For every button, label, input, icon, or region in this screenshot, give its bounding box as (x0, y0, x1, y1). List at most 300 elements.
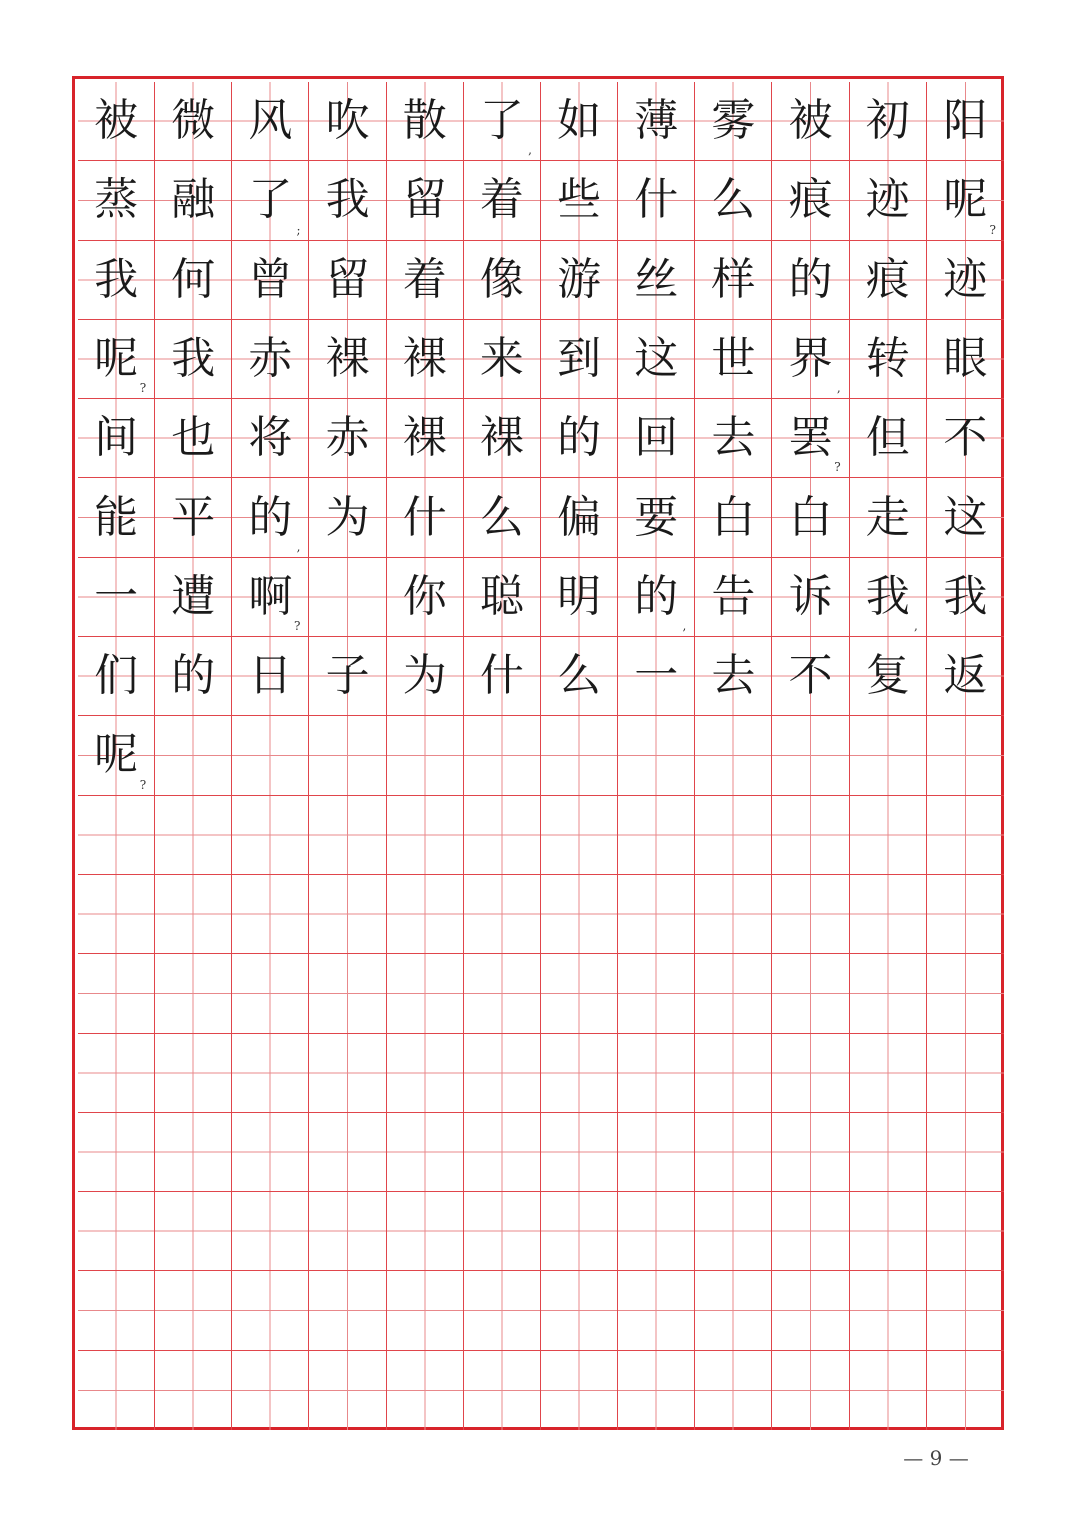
grid-cell (927, 1271, 1004, 1350)
grid-cell (695, 1034, 772, 1113)
grid-character: 着 (479, 174, 524, 226)
grid-cell (695, 161, 772, 240)
grid-cell (78, 82, 155, 161)
grid-cell (78, 320, 155, 399)
grid-character: 这 (943, 491, 988, 543)
grid-cell (232, 161, 309, 240)
grid-cell (387, 875, 464, 954)
grid-cell (850, 637, 927, 716)
grid-cell (155, 637, 232, 716)
grid-character: 的 (248, 491, 293, 543)
grid-cell (232, 399, 309, 478)
grid-cell (464, 320, 541, 399)
grid-cell (155, 478, 232, 557)
grid-cell (464, 1271, 541, 1350)
grid-cell (232, 716, 309, 795)
grid-character: 迹 (943, 253, 988, 305)
grid-character: 如 (557, 95, 602, 147)
grid-cell (309, 82, 386, 161)
grid-cell (387, 82, 464, 161)
grid-cell (850, 796, 927, 875)
grid-cell (78, 1192, 155, 1271)
grid-character: 回 (634, 412, 679, 464)
grid-cell (78, 558, 155, 637)
grid-cell (541, 1192, 618, 1271)
punctuation-mark: , (528, 143, 532, 158)
grid-character: 融 (171, 174, 216, 226)
grid-character: 偏 (557, 491, 602, 543)
grid-character: 赤 (325, 412, 370, 464)
grid-character: 的 (557, 412, 602, 464)
grid-cell (464, 716, 541, 795)
grid-cell (78, 1351, 155, 1430)
grid-cell (927, 558, 1004, 637)
grid-cell (772, 716, 849, 795)
grid-character: 我 (943, 570, 988, 622)
grid-cell (78, 637, 155, 716)
grid-character: 薄 (634, 95, 679, 147)
grid-cell (618, 1351, 695, 1430)
punctuation-mark: , (296, 539, 301, 554)
grid-cell (541, 1113, 618, 1192)
grid-character: 返 (943, 650, 988, 702)
grid-cell (155, 1192, 232, 1271)
grid-cell (232, 1034, 309, 1113)
grid-character: 曾 (248, 253, 293, 305)
grid-cell (695, 82, 772, 161)
grid-cell (927, 637, 1004, 716)
grid-cell (695, 1113, 772, 1192)
grid-character: 的 (171, 650, 216, 702)
grid-cell (387, 1034, 464, 1113)
grid-cell (309, 241, 386, 320)
grid-character: 日 (248, 650, 293, 702)
grid-cell (464, 241, 541, 320)
grid-cell (309, 875, 386, 954)
grid-cell (155, 1113, 232, 1192)
grid-cell (618, 1271, 695, 1350)
grid-cell (387, 241, 464, 320)
grid-character: 告 (711, 570, 756, 622)
grid-cell (772, 1271, 849, 1350)
grid-cell (155, 558, 232, 637)
grid-character: 游 (557, 253, 602, 305)
grid-character: 不 (788, 650, 833, 702)
grid-character: 眼 (943, 333, 988, 385)
grid-cell (78, 1113, 155, 1192)
punctuation-mark: , (836, 381, 841, 396)
punctuation-mark: ? (294, 619, 301, 634)
grid-cell (387, 1351, 464, 1430)
grid-character: 呢 (94, 729, 139, 781)
grid-cell (155, 1271, 232, 1350)
grid-cell (850, 320, 927, 399)
grid-character: 明 (557, 570, 602, 622)
grid-cell (78, 875, 155, 954)
grid-cell (695, 637, 772, 716)
grid-cell (541, 716, 618, 795)
grid-cell (78, 399, 155, 478)
grid-cell (927, 1034, 1004, 1113)
grid-cell (695, 399, 772, 478)
grid-character: 的 (788, 253, 833, 305)
grid-character: 呢 (943, 174, 988, 226)
grid-cell (464, 161, 541, 240)
grid-cell (309, 637, 386, 716)
grid-character: 裸 (325, 333, 370, 385)
grid-cell (541, 241, 618, 320)
grid-cell (772, 241, 849, 320)
grid-cell (541, 954, 618, 1033)
grid-cell (464, 954, 541, 1033)
grid-cell (618, 241, 695, 320)
grid-cell (772, 320, 849, 399)
grid-character: 罢 (788, 412, 833, 464)
grid-cell (618, 716, 695, 795)
grid-cell (309, 1351, 386, 1430)
grid-cell (850, 1192, 927, 1271)
grid-cell (541, 796, 618, 875)
grid-cell (772, 1113, 849, 1192)
grid-cell (387, 716, 464, 795)
grid-character: 裸 (402, 412, 447, 464)
grid-cell (927, 241, 1004, 320)
grid-character: 留 (325, 253, 370, 305)
punctuation-mark: , (682, 619, 687, 634)
grid-character: 一 (634, 650, 679, 702)
grid-character: 些 (557, 174, 602, 226)
grid-character: 转 (865, 333, 910, 385)
grid-cell (309, 478, 386, 557)
grid-cell (387, 1113, 464, 1192)
grid-cell (309, 954, 386, 1033)
grid-cell (618, 320, 695, 399)
grid-character: 赤 (248, 333, 293, 385)
grid-cell (695, 478, 772, 557)
grid-cell (387, 161, 464, 240)
grid-cell (618, 161, 695, 240)
grid-character: 么 (479, 491, 524, 543)
grid-character: 将 (248, 412, 293, 464)
grid-character: 们 (94, 650, 139, 702)
grid-character: 走 (865, 491, 910, 543)
grid-character: 什 (479, 650, 524, 702)
grid-cell (927, 320, 1004, 399)
grid-cell (927, 1192, 1004, 1271)
grid-cell (772, 399, 849, 478)
grid-cell (772, 1351, 849, 1430)
grid-character: 蒸 (94, 174, 139, 226)
grid-character: 呢 (94, 333, 139, 385)
grid-cell (309, 1271, 386, 1350)
grid-character: 迹 (865, 174, 910, 226)
grid-character: 去 (711, 650, 756, 702)
grid-cell (850, 716, 927, 795)
grid-cell (155, 241, 232, 320)
grid-character: 聪 (479, 570, 524, 622)
grid-cell (155, 796, 232, 875)
grid-character: 白 (788, 491, 833, 543)
grid-cell (232, 875, 309, 954)
grid-cell (155, 161, 232, 240)
grid-character: 到 (557, 333, 602, 385)
grid-cell (772, 796, 849, 875)
grid-character: 风 (248, 95, 293, 147)
grid-cell (927, 1113, 1004, 1192)
grid-character: 了 (479, 95, 524, 147)
grid-cell (618, 558, 695, 637)
grid-cell (695, 875, 772, 954)
grid-character: 了 (248, 174, 293, 226)
grid-cell (78, 796, 155, 875)
grid-cell (927, 716, 1004, 795)
grid-cell (541, 161, 618, 240)
grid-cell (618, 478, 695, 557)
grid-cell (927, 796, 1004, 875)
grid-cell (387, 954, 464, 1033)
grid-cell (772, 82, 849, 161)
grid-cell (695, 1351, 772, 1430)
grid-cell (464, 1192, 541, 1271)
grid-character: 要 (634, 491, 679, 543)
grid-cell (541, 558, 618, 637)
grid-character: 留 (402, 174, 447, 226)
grid-character: 裸 (402, 333, 447, 385)
grid-cell (772, 1192, 849, 1271)
grid-cell (155, 320, 232, 399)
grid-cell (464, 875, 541, 954)
grid-cell (541, 637, 618, 716)
grid-cell (78, 716, 155, 795)
grid-character: 着 (402, 253, 447, 305)
grid-cell (309, 320, 386, 399)
grid-character: 何 (171, 253, 216, 305)
grid-character: 阳 (943, 95, 988, 147)
grid-cell (927, 399, 1004, 478)
grid-cell (78, 478, 155, 557)
grid-character: 像 (479, 253, 524, 305)
grid-character: 但 (865, 412, 910, 464)
grid-cell (309, 1192, 386, 1271)
grid-cell (618, 875, 695, 954)
grid-cell (78, 241, 155, 320)
grid-character: 白 (711, 491, 756, 543)
grid-cell (618, 82, 695, 161)
grid-cell (772, 954, 849, 1033)
grid-cell (541, 82, 618, 161)
grid-character: 我 (865, 570, 910, 622)
punctuation-mark: ? (989, 222, 996, 237)
grid-cell (309, 161, 386, 240)
punctuation-mark: ? (834, 460, 841, 475)
grid-character: 的 (634, 570, 679, 622)
grid-cell (695, 320, 772, 399)
grid-character: 啊 (248, 570, 293, 622)
grid-cell (927, 875, 1004, 954)
grid-character: 来 (479, 333, 524, 385)
grid-character: 能 (94, 491, 139, 543)
grid-cell (850, 1271, 927, 1350)
grid-cell (850, 82, 927, 161)
grid-cell (850, 558, 927, 637)
grid-cell (772, 1034, 849, 1113)
grid-cell (618, 1034, 695, 1113)
grid-cell (850, 875, 927, 954)
grid-cell (695, 558, 772, 637)
grid-cell (772, 478, 849, 557)
grid-cell (618, 637, 695, 716)
grid-cell (232, 796, 309, 875)
grid-character: 间 (94, 412, 139, 464)
grid-character: 我 (325, 174, 370, 226)
grid-cell (618, 1192, 695, 1271)
grid-cell (464, 558, 541, 637)
grid-cell (695, 796, 772, 875)
grid-cell (464, 1034, 541, 1113)
grid-cell (309, 399, 386, 478)
grid-cell (695, 716, 772, 795)
grid-cell (387, 478, 464, 557)
grid-cell (309, 716, 386, 795)
character-grid (78, 82, 1004, 1430)
grid-cell (387, 558, 464, 637)
grid-cell (772, 161, 849, 240)
grid-cell (464, 1113, 541, 1192)
punctuation-mark: ? (139, 777, 147, 792)
page-number: — 9 — (903, 1446, 969, 1470)
grid-character: 平 (171, 491, 216, 543)
grid-cell (618, 399, 695, 478)
grid-cell (155, 954, 232, 1033)
grid-cell (464, 1351, 541, 1430)
grid-cell (309, 1113, 386, 1192)
grid-cell (541, 875, 618, 954)
grid-cell (232, 558, 309, 637)
grid-cell (464, 478, 541, 557)
grid-cell (232, 241, 309, 320)
grid-cell (618, 796, 695, 875)
grid-character: 么 (557, 650, 602, 702)
grid-cell (695, 954, 772, 1033)
grid-cell (232, 954, 309, 1033)
grid-character: 痕 (788, 174, 833, 226)
grid-character: 么 (711, 174, 756, 226)
grid-cell (695, 241, 772, 320)
grid-cell (232, 1351, 309, 1430)
grid-character: 样 (711, 253, 756, 305)
grid-character: 去 (711, 412, 756, 464)
grid-character: 什 (634, 174, 679, 226)
grid-cell (850, 241, 927, 320)
grid-cell (850, 161, 927, 240)
grid-cell (850, 1351, 927, 1430)
grid-cell (387, 320, 464, 399)
grid-cell (387, 399, 464, 478)
grid-cell (232, 1192, 309, 1271)
grid-cell (155, 716, 232, 795)
punctuation-mark: ? (139, 381, 147, 396)
grid-cell (387, 1192, 464, 1271)
grid-cell (850, 478, 927, 557)
grid-cell (155, 82, 232, 161)
grid-character: 界 (788, 333, 833, 385)
grid-cell (78, 954, 155, 1033)
grid-cell (155, 875, 232, 954)
grid-character: 什 (402, 491, 447, 543)
grid-cell (850, 399, 927, 478)
grid-cell (541, 320, 618, 399)
grid-cell (387, 637, 464, 716)
grid-character: 痕 (865, 253, 910, 305)
grid-character: 微 (171, 95, 216, 147)
grid-cell (309, 796, 386, 875)
grid-cell (850, 1034, 927, 1113)
grid-cell (155, 1034, 232, 1113)
grid-character: 为 (325, 491, 370, 543)
grid-cell (464, 82, 541, 161)
grid-character: 雾 (711, 95, 756, 147)
grid-character: 世 (711, 333, 756, 385)
grid-cell (541, 399, 618, 478)
grid-character: 裸 (479, 412, 524, 464)
grid-character: 丝 (634, 253, 679, 305)
grid-character: 复 (865, 650, 910, 702)
grid-character: 一 (94, 570, 139, 622)
grid-character: 不 (943, 412, 988, 464)
grid-cell (927, 82, 1004, 161)
grid-cell (464, 399, 541, 478)
grid-cell (155, 399, 232, 478)
grid-cell (541, 1271, 618, 1350)
punctuation-mark: , (914, 619, 918, 634)
grid-cell (618, 954, 695, 1033)
grid-cell (387, 1271, 464, 1350)
grid-cell (772, 558, 849, 637)
grid-cell (309, 558, 386, 637)
grid-character: 我 (171, 333, 216, 385)
grid-cell (541, 1351, 618, 1430)
punctuation-mark: ; (296, 222, 301, 237)
grid-cell (927, 954, 1004, 1033)
grid-cell (232, 637, 309, 716)
grid-character: 被 (94, 95, 139, 147)
grid-character: 这 (634, 333, 679, 385)
grid-cell (850, 1113, 927, 1192)
practice-grid-sheet (72, 76, 1004, 1430)
grid-cell (232, 82, 309, 161)
grid-cell (541, 478, 618, 557)
grid-cell (78, 161, 155, 240)
grid-cell (309, 1034, 386, 1113)
grid-cell (464, 637, 541, 716)
grid-cell (232, 478, 309, 557)
grid-cell (155, 1351, 232, 1430)
grid-character: 我 (94, 253, 139, 305)
grid-character: 为 (402, 650, 447, 702)
grid-cell (232, 1113, 309, 1192)
grid-cell (618, 1113, 695, 1192)
grid-character: 散 (402, 95, 447, 147)
grid-cell (387, 796, 464, 875)
grid-cell (927, 478, 1004, 557)
grid-cell (772, 875, 849, 954)
grid-character: 也 (171, 412, 216, 464)
grid-character: 吹 (325, 95, 370, 147)
grid-character: 初 (865, 95, 910, 147)
grid-cell (464, 796, 541, 875)
grid-cell (772, 637, 849, 716)
grid-character: 你 (402, 570, 447, 622)
